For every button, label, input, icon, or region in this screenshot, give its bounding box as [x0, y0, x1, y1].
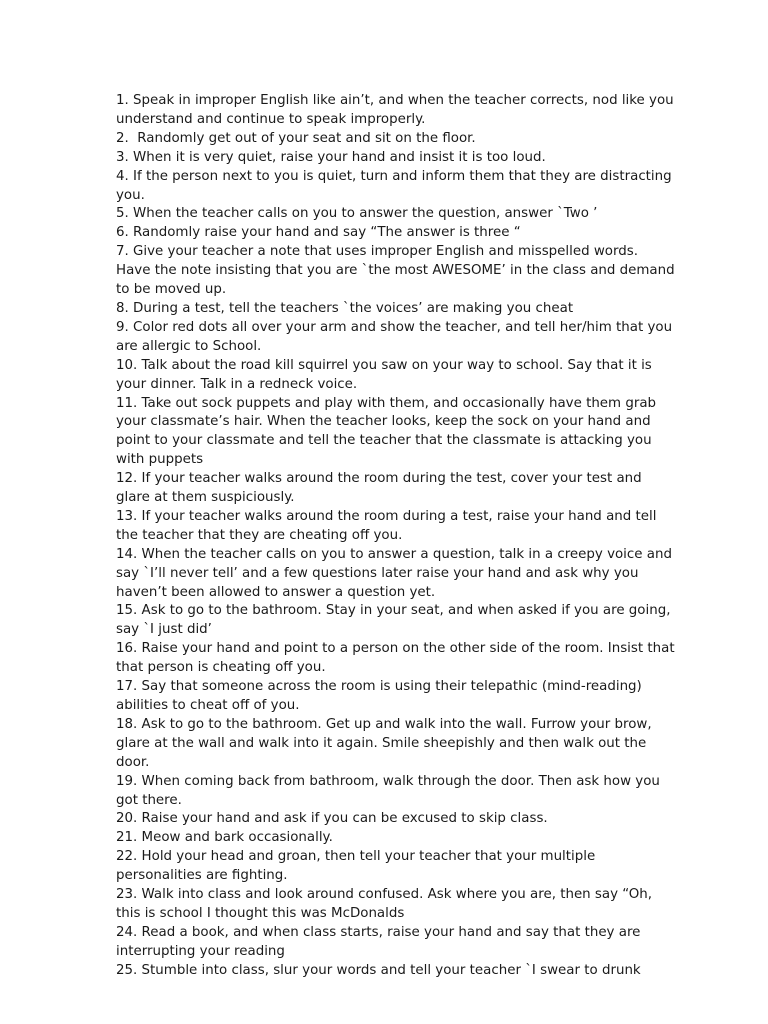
list-item-10: 10. Talk about the road kill squirrel you saw on your way to school. Say that it is your dinner. Talk in a redneck voice. — [116, 357, 657, 392]
list-item-2: 2. Randomly get out of your seat and sit on the floor. — [116, 130, 476, 146]
list-item-22: 22. Hold your head and groan, then tell your teacher that your multiple personalities are fighting. — [116, 849, 600, 884]
list-item-21: 21. Meow and bark occasionally. — [116, 830, 333, 846]
list-item-16: 16. Raise your hand and point to a person on the other side of the room. Insist that that person is cheating off you. — [116, 641, 679, 676]
list-item-1: 1. Speak in improper English like ain’t, and when the teacher corrects, nod like you understand and continue to speak improperly. — [116, 93, 678, 127]
list-item-20: 20. Raise your hand and ask if you can be excused to skip class. — [116, 811, 548, 827]
list-item-9: 9. Color red dots all over your arm and show the teacher, and tell her/him that you are allergic to School. — [116, 319, 677, 354]
list-item-23: 23. Walk into class and look around confused. Ask where you are, then say “Oh, this is school I thought this was McDonalds — [116, 887, 657, 921]
list-item-12: 12. If your teacher walks around the room during the test, cover your test and glare at them suspiciously. — [116, 471, 646, 506]
list-item-11: 11. Take out sock puppets and play with them, and occasionally have them grab your classmate’s hair. When the teacher looks, keep the sock on your hand and point to your classmate and tell the teacher that the classmate is attacking you with puppets — [116, 395, 661, 468]
list-item-7: 7. Give your teacher a note that uses improper English and misspelled words. Have the note insisting that you are `the most AWESOME’ in the class and demand to be moved up. — [116, 244, 679, 298]
list-item-14: 14. When the teacher calls on you to answer a question, talk in a creepy voice and say `I’ll never tell’ and a few questions later raise your hand and ask why you haven’t been allowed to answer a question yet. — [116, 546, 677, 600]
list-item-6: 6. Randomly raise your hand and say “The answer is three “ — [116, 225, 521, 241]
list-item-5: 5. When the teacher calls on you to answer the question, answer `Two ’ — [116, 206, 598, 222]
list-item-3: 3. When it is very quiet, raise your hand and insist it is too loud. — [116, 149, 546, 165]
list-item-18: 18. Ask to go to the bathroom. Get up and walk into the wall. Furrow your brow, glare at the wall and walk into it again. Smile sheepishly and then walk out the door. — [116, 716, 656, 770]
list-item-17: 17. Say that someone across the room is using their telepathic (mind-reading) abilities to cheat off of you. — [116, 679, 647, 713]
list-item-19: 19. When coming back from bathroom, walk through the door. Then ask how you got there. — [116, 773, 665, 808]
list-item-4: 4. If the person next to you is quiet, turn and inform them that they are distracting you. — [116, 168, 676, 203]
numbered-list — [116, 92, 679, 981]
list-item-15: 15. Ask to go to the bathroom. Stay in your seat, and when asked if you are going, say `I just did’ — [116, 603, 675, 638]
list-item-13: 13. If your teacher walks around the room during a test, raise your hand and tell the teacher that they are cheating off you. — [116, 508, 661, 543]
list-item-8: 8. During a test, tell the teachers `the voices’ are making you cheat — [116, 300, 574, 316]
list-item-24: 24. Read a book, and when class starts, raise your hand and say that they are interrupting your reading — [116, 924, 645, 959]
list-item-25: 25. Stumble into class, slur your words and tell your teacher `I swear to drunk — [116, 962, 641, 978]
